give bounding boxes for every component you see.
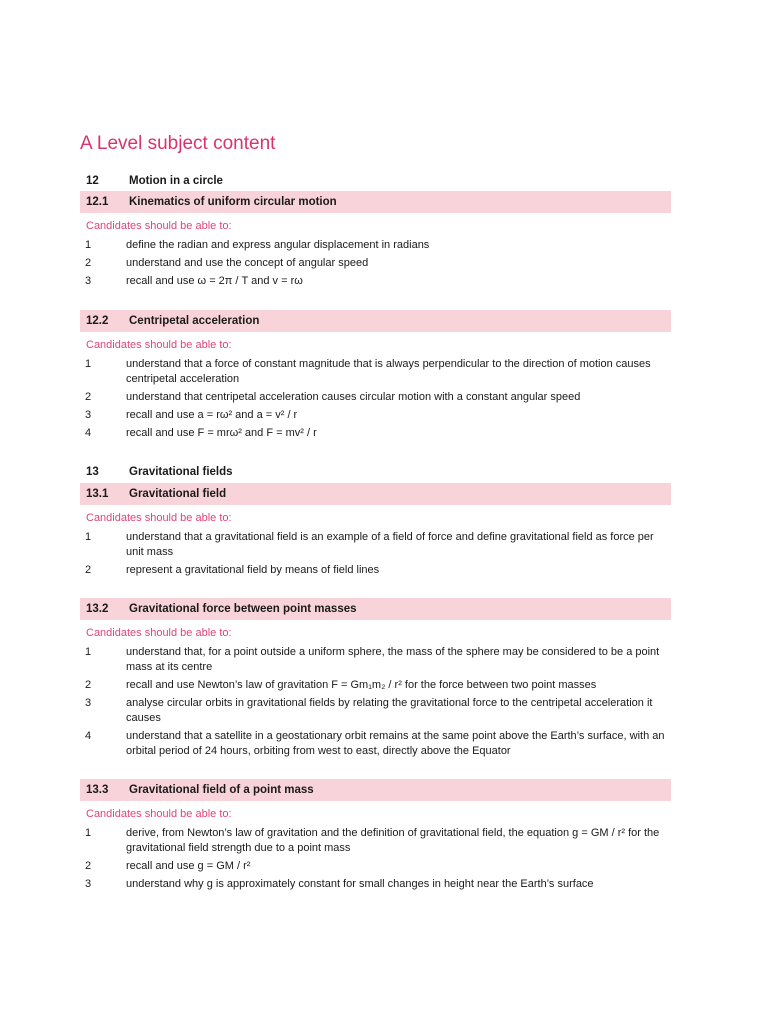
item-text: represent a gravitational field by means of field lines bbox=[126, 564, 380, 576]
candidates-intro: Candidates should be able to: bbox=[86, 220, 232, 232]
item-text: recall and use g = GM / r² bbox=[126, 860, 251, 872]
list-item bbox=[80, 678, 671, 693]
section-title: Centripetal acceleration bbox=[129, 315, 260, 327]
item-text: understand that a satellite in a geostationary orbit remains at the same point above the Earth’s surface, with an orbital period of 24 hours, orbiting from west to east, directly above the Equator bbox=[126, 730, 665, 757]
topic-number: 13 bbox=[86, 466, 99, 478]
page-title: A Level subject content bbox=[80, 133, 276, 154]
section-number: 13.1 bbox=[86, 488, 109, 500]
item-number: 2 bbox=[85, 257, 92, 269]
list-item bbox=[80, 563, 671, 578]
section-title: Gravitational field bbox=[129, 488, 227, 500]
item-text: understand and use the concept of angular speed bbox=[126, 257, 369, 269]
section bbox=[80, 310, 671, 444]
item-list bbox=[80, 238, 671, 289]
item-number: 1 bbox=[85, 239, 92, 251]
item-text: derive, from Newton’s law of gravitation and the definition of gravitational field, the equation g = GM / r² for the gravitational field strength due to a point mass bbox=[126, 827, 660, 854]
list-item bbox=[80, 274, 671, 289]
list-item bbox=[80, 729, 671, 759]
item-text: understand that, for a point outside a uniform sphere, the mass of the sphere may be considered to be a point mass at its centre bbox=[126, 646, 660, 673]
list-item bbox=[80, 426, 671, 441]
item-list bbox=[80, 826, 671, 892]
topic-title: Gravitational fields bbox=[129, 466, 233, 478]
list-item bbox=[80, 530, 671, 560]
item-text: understand why g is approximately constant for small changes in height near the Earth’s surface bbox=[126, 878, 594, 890]
item-number: 1 bbox=[85, 358, 92, 370]
section-number: 12.2 bbox=[86, 315, 109, 327]
section bbox=[80, 598, 671, 762]
item-list bbox=[80, 645, 671, 759]
topic-number: 12 bbox=[86, 175, 99, 187]
item-number: 4 bbox=[85, 427, 92, 439]
section-heading bbox=[80, 598, 671, 620]
section bbox=[80, 483, 671, 581]
candidates-intro: Candidates should be able to: bbox=[86, 512, 232, 524]
item-number: 4 bbox=[85, 730, 92, 742]
item-number: 2 bbox=[85, 679, 92, 691]
list-item bbox=[80, 408, 671, 423]
item-number: 2 bbox=[85, 564, 92, 576]
section-heading bbox=[80, 779, 671, 801]
item-number: 1 bbox=[85, 827, 92, 839]
section-number: 13.2 bbox=[86, 603, 109, 615]
item-list bbox=[80, 530, 671, 578]
item-text: recall and use a = rω² and a = v² / r bbox=[126, 409, 298, 421]
section-title: Gravitational force between point masses bbox=[129, 603, 357, 615]
section bbox=[80, 191, 671, 292]
section-heading bbox=[80, 191, 671, 213]
list-item bbox=[80, 859, 671, 874]
item-number: 2 bbox=[85, 391, 92, 403]
topic-title: Motion in a circle bbox=[129, 175, 223, 187]
list-item bbox=[80, 357, 671, 387]
item-number: 3 bbox=[85, 697, 92, 709]
topic-heading bbox=[80, 461, 671, 483]
item-text: recall and use F = mrω² and F = mv² / r bbox=[126, 427, 317, 439]
section-heading bbox=[80, 310, 671, 332]
item-number: 1 bbox=[85, 531, 92, 543]
list-item bbox=[80, 645, 671, 675]
section-number: 13.3 bbox=[86, 784, 109, 796]
candidates-intro: Candidates should be able to: bbox=[86, 627, 232, 639]
list-item bbox=[80, 390, 671, 405]
section-number: 12.1 bbox=[86, 196, 109, 208]
item-text: understand that a force of constant magnitude that is always perpendicular to the direction of motion causes centripetal acceleration bbox=[126, 358, 651, 385]
section-title: Kinematics of uniform circular motion bbox=[129, 196, 337, 208]
list-item bbox=[80, 696, 671, 726]
item-text: recall and use ω = 2π / T and v = rω bbox=[126, 275, 303, 287]
list-item bbox=[80, 877, 671, 892]
list-item bbox=[80, 238, 671, 253]
list-item bbox=[80, 826, 671, 856]
item-text: understand that centripetal acceleration causes circular motion with a constant angular speed bbox=[126, 391, 581, 403]
item-number: 2 bbox=[85, 860, 92, 872]
item-number: 1 bbox=[85, 646, 92, 658]
item-text: recall and use Newton’s law of gravitation F = Gm₁m₂ / r² for the force between two point masses bbox=[126, 679, 597, 691]
list-item bbox=[80, 256, 671, 271]
item-list bbox=[80, 357, 671, 441]
section-heading bbox=[80, 483, 671, 505]
item-text: define the radian and express angular displacement in radians bbox=[126, 239, 430, 251]
topic-heading bbox=[80, 170, 671, 192]
item-text: analyse circular orbits in gravitational fields by relating the gravitational force to the centripetal acceleration it causes bbox=[126, 697, 653, 724]
item-number: 3 bbox=[85, 878, 92, 890]
candidates-intro: Candidates should be able to: bbox=[86, 808, 232, 820]
item-number: 3 bbox=[85, 409, 92, 421]
item-text: understand that a gravitational field is an example of a field of force and define gravitational field as force per unit mass bbox=[126, 531, 654, 558]
item-number: 3 bbox=[85, 275, 92, 287]
section bbox=[80, 779, 671, 895]
section-title: Gravitational field of a point mass bbox=[129, 784, 314, 796]
candidates-intro: Candidates should be able to: bbox=[86, 339, 232, 351]
